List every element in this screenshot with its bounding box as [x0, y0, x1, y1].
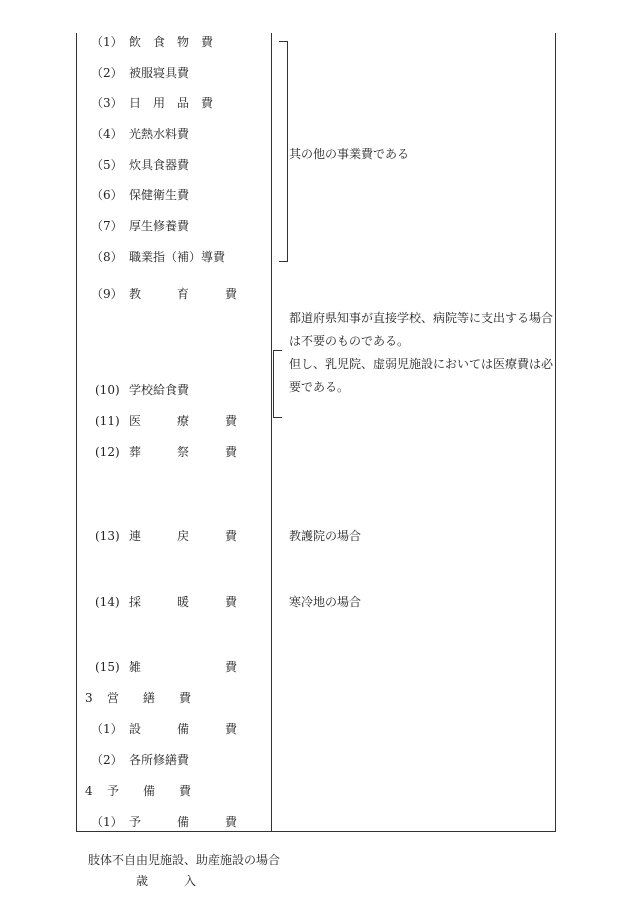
- item-number: (13): [95, 529, 120, 543]
- note-medical-1: 但し、乳児院、虚弱児施設においては医療費は必: [289, 357, 554, 371]
- item-name: 光熱水料費: [129, 127, 190, 141]
- note-other-expenses: 其の他の事業費である: [289, 147, 410, 161]
- table-middle-border: [271, 33, 272, 832]
- item-number: （2）: [91, 66, 123, 80]
- item-name: 営 繕 費: [107, 691, 192, 705]
- item-name: 保健衛生費: [129, 188, 190, 202]
- item-name: 厚生修養費: [129, 219, 190, 233]
- item-number: （1）: [91, 722, 123, 736]
- footer-heading: 肢体不自由児施設、助産施設の場合: [88, 853, 281, 867]
- table-right-border: [555, 33, 556, 832]
- note-renrei: 教護院の場合: [289, 529, 362, 543]
- item-name: 設 備 費: [129, 722, 238, 736]
- footer-subheading: 歳 入: [136, 874, 197, 888]
- note-education-1: 都道府県知事が直接学校、病院等に支出する場合: [289, 311, 554, 325]
- item-number: （7）: [91, 219, 123, 233]
- item-number: （6）: [91, 188, 123, 202]
- item-name: 予 備 費: [129, 815, 238, 829]
- item-name: 教 育 費: [129, 287, 238, 301]
- item-number: （4）: [91, 127, 123, 141]
- item-number: (10): [95, 383, 120, 397]
- item-name: 学校給食費: [129, 383, 190, 397]
- item-name: 職業指（補）導費: [129, 250, 226, 264]
- item-name: 飲 食 物 費: [129, 35, 214, 49]
- table-left-border: [76, 33, 77, 832]
- item-number: (14): [95, 595, 120, 609]
- item-name: 被服寝具費: [129, 66, 190, 80]
- item-name: 各所修繕費: [129, 753, 190, 767]
- item-name: 連 戻 費: [129, 529, 238, 543]
- item-number: （3）: [91, 96, 123, 110]
- bracket-other: [279, 41, 288, 262]
- item-number: (12): [95, 445, 120, 459]
- item-name: 予 備 費: [107, 784, 192, 798]
- item-name: 日 用 品 費: [129, 96, 214, 110]
- item-name: 採 暖 費: [129, 595, 238, 609]
- item-number: （1）: [91, 35, 123, 49]
- item-number: （9）: [91, 287, 123, 301]
- item-name: 葬 祭 費: [129, 445, 238, 459]
- note-saidan: 寒冷地の場合: [289, 595, 362, 609]
- item-name: 炊具食器費: [129, 158, 190, 172]
- item-name: 雑 費: [129, 660, 238, 674]
- item-number: 4: [85, 784, 93, 798]
- note-education-2: は不要のものである。: [289, 334, 410, 348]
- item-number: （8）: [91, 250, 123, 264]
- item-number: (11): [95, 414, 120, 428]
- item-number: (15): [95, 660, 120, 674]
- bracket-medical: [273, 350, 282, 418]
- item-number: 3: [85, 691, 93, 705]
- item-number: （5）: [91, 158, 123, 172]
- item-number: （1）: [91, 815, 123, 829]
- note-medical-2: 要である。: [289, 380, 350, 394]
- item-name: 医 療 費: [129, 414, 238, 428]
- table-bottom-border: [76, 831, 556, 832]
- item-number: （2）: [91, 753, 123, 767]
